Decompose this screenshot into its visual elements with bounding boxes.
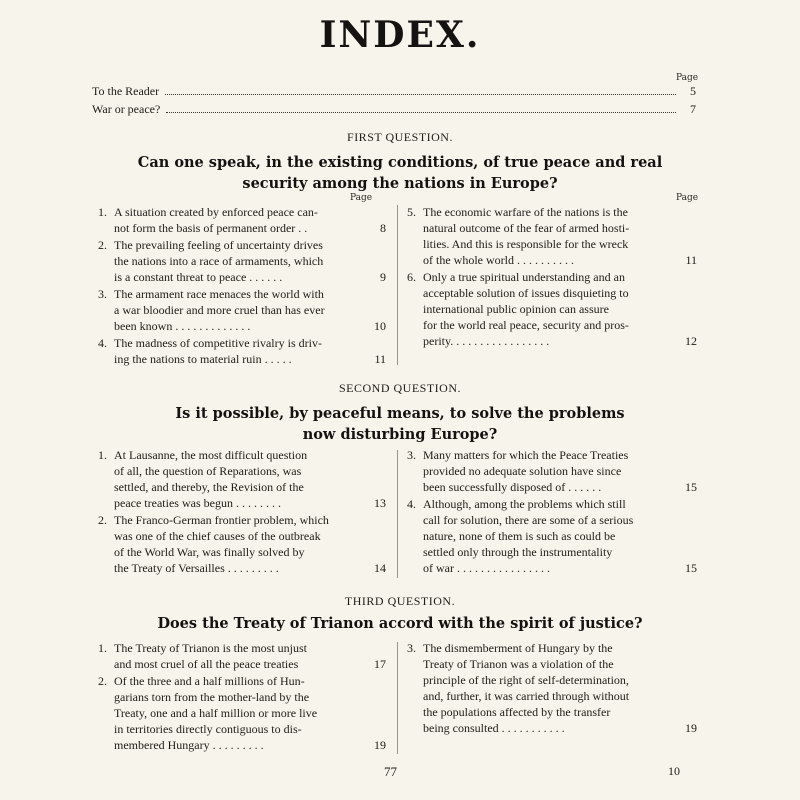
item-number: 6. [407,270,416,284]
item-text-line: was one of the chief causes of the outbreak [114,529,321,543]
item-text [423,447,697,495]
item-text [423,269,697,349]
item-number: 5. [407,205,416,219]
item-number: 3. [98,287,107,301]
question-1-right-column [407,204,697,350]
item-text [114,673,386,753]
item-text-line: settled only through the instrumentality [423,545,613,559]
item-number: 2. [98,238,107,252]
item-text-line: garians torn from the mother-land by the [114,690,310,704]
item-text [114,286,386,334]
item-text-line: The dismemberment of Hungary by the [423,641,613,655]
page-title: INDEX. [319,14,481,56]
page-number: 77 [384,764,397,779]
index-item [407,640,697,736]
index-item [98,204,386,236]
item-number: 4. [407,497,416,511]
toc-entry-label: To the Reader [92,84,160,98]
index-item [98,512,386,576]
page-column-label: Page [676,73,699,83]
item-text-line: and, further, it was carried through without [423,689,630,703]
item-text-line: the Treaty of Versailles . . . . . . . . . [114,561,279,575]
item-page: 11 [685,253,697,267]
item-text-line: being consulted . . . . . . . . . . . [423,721,565,735]
item-page: 17 [374,657,386,671]
question-2-left-column [98,447,386,577]
item-text-line: Of the three and a half millions of Hun- [114,674,305,688]
item-text-line: in territories directly contiguous to dis- [114,722,302,736]
question-line: Is it possible, by peaceful means, to solve the problems [175,405,625,422]
item-number: 1. [98,205,107,219]
question-line: Does the Treaty of Trianon accord with the spirit of justice? [157,615,643,632]
item-page: 13 [374,496,386,510]
item-page: 15 [685,480,697,494]
item-text-line: Although, among the problems which still [423,497,626,511]
question-2-right-column [407,447,697,577]
item-number: 2. [98,513,107,527]
index-item [407,269,697,349]
item-text-line: The Treaty of Trianon is the most unjust [114,641,308,655]
question-label: THIRD QUESTION. [344,594,456,608]
item-text-line: A situation created by enforced peace can- [114,205,318,219]
toc-entry [92,102,696,118]
index-item [98,237,386,285]
item-text-line: the nations into a race of armaments, which [114,254,324,268]
sheet-number: 10 [668,764,680,778]
item-text-line: not form the basis of permanent order . . [114,221,308,235]
item-text-line: provided no adequate solution have since [423,464,622,478]
item-text-line: The Franco-German frontier problem, which [114,513,329,527]
item-page: 9 [380,270,386,284]
item-text-line: and most cruel of all the peace treaties [114,657,299,671]
item-text-line: of the whole world . . . . . . . . . . [423,253,574,267]
question-3-left-column [98,640,386,754]
page-column-label: Page [676,193,699,203]
question-line: security among the nations in Europe? [242,175,558,192]
item-text-line: Treaty, one and a half million or more live [114,706,318,720]
item-text-line: At Lausanne, the most difficult question [114,448,308,462]
item-page: 14 [374,561,386,575]
item-number: 3. [407,448,416,462]
index-item [407,204,697,268]
item-page: 19 [685,721,697,735]
question-1-left-column [98,204,386,368]
column-divider [397,205,398,365]
toc-entry-page: 7 [690,102,696,116]
item-text-line: been known . . . . . . . . . . . . . [114,319,251,333]
item-page: 11 [374,352,386,366]
question-text [60,152,740,194]
page-column-label: Page [350,193,373,203]
item-text [423,496,697,576]
item-text-line: peace treaties was begun . . . . . . . . [114,496,281,510]
index-item [98,640,386,672]
question-label: SECOND QUESTION. [339,381,461,395]
item-text-line: The prevailing feeling of uncertainty drives [114,238,323,252]
item-number: 2. [98,674,107,688]
item-number: 1. [98,448,107,462]
item-page: 15 [685,561,697,575]
item-text-line: lities. And this is responsible for the wreck [423,237,629,251]
index-item [407,496,697,576]
item-text-line: membered Hungary . . . . . . . . . [114,738,264,752]
item-text-line: of the World War, was finally solved by [114,545,305,559]
item-page: 12 [685,334,697,348]
leader-dots [165,94,676,95]
item-text-line: natural outcome of the fear of armed hosti- [423,221,630,235]
item-text [114,335,386,367]
question-3-right-column [407,640,697,737]
item-text-line: The madness of competitive rivalry is driv- [114,336,322,350]
toc-entry [92,84,696,100]
item-text-line: The armament race menaces the world with [114,287,324,301]
question-text [60,403,740,445]
item-text-line: The economic warfare of the nations is the [423,205,628,219]
item-text-line: of war . . . . . . . . . . . . . . . . [423,561,550,575]
item-text [114,237,386,285]
item-page: 10 [374,319,386,333]
item-text-line: acceptable solution of issues disquieting to [423,286,629,300]
item-text-line: international public opinion can assure [423,302,609,316]
toc-entry-page: 5 [690,84,696,98]
item-page: 19 [374,738,386,752]
item-text-line: settled, and thereby, the Revision of the [114,480,304,494]
leader-dots [166,112,676,113]
index-item [407,447,697,495]
item-text [423,204,697,268]
item-text-line: Many matters for which the Peace Treaties [423,448,629,462]
item-text [114,204,386,236]
item-text-line: Treaty of Trianon was a violation of the [423,657,614,671]
column-divider [397,450,398,578]
item-number: 1. [98,641,107,655]
index-item [98,673,386,753]
item-text-line: Only a true spiritual understanding and an [423,270,625,284]
question-text [60,613,740,634]
column-divider [397,642,398,754]
index-item [98,447,386,511]
item-number: 4. [98,336,107,350]
item-text-line: a war bloodier and more cruel than has ever [114,303,325,317]
item-text [114,447,386,511]
question-line: Can one speak, in the existing conditions, of true peace and real [137,154,663,171]
item-text-line: call for solution, there are some of a serious [423,513,634,527]
item-text-line: the populations affected by the transfer [423,705,611,719]
item-text [114,512,386,576]
item-text-line: ing the nations to material ruin . . . . . [114,352,292,366]
item-number: 3. [407,641,416,655]
item-text [114,640,386,672]
item-text-line: principle of the right of self-determination, [423,673,629,687]
item-text-line: been successfully disposed of . . . . . . [423,480,602,494]
toc-entry-label: War or peace? [92,102,161,116]
item-text-line: is a constant threat to peace . . . . . . [114,270,283,284]
question-line: now disturbing Europe? [302,426,498,443]
item-text-line: perity. . . . . . . . . . . . . . . . . [423,334,550,348]
index-item [98,286,386,334]
index-item [98,335,386,367]
item-text-line: nature, none of them is such as could be [423,529,616,543]
item-text [423,640,697,736]
item-page: 8 [380,221,386,235]
item-text-line: of all, the question of Reparations, was [114,464,302,478]
item-text-line: for the world real peace, security and pros- [423,318,629,332]
question-label: FIRST QUESTION. [347,130,453,144]
